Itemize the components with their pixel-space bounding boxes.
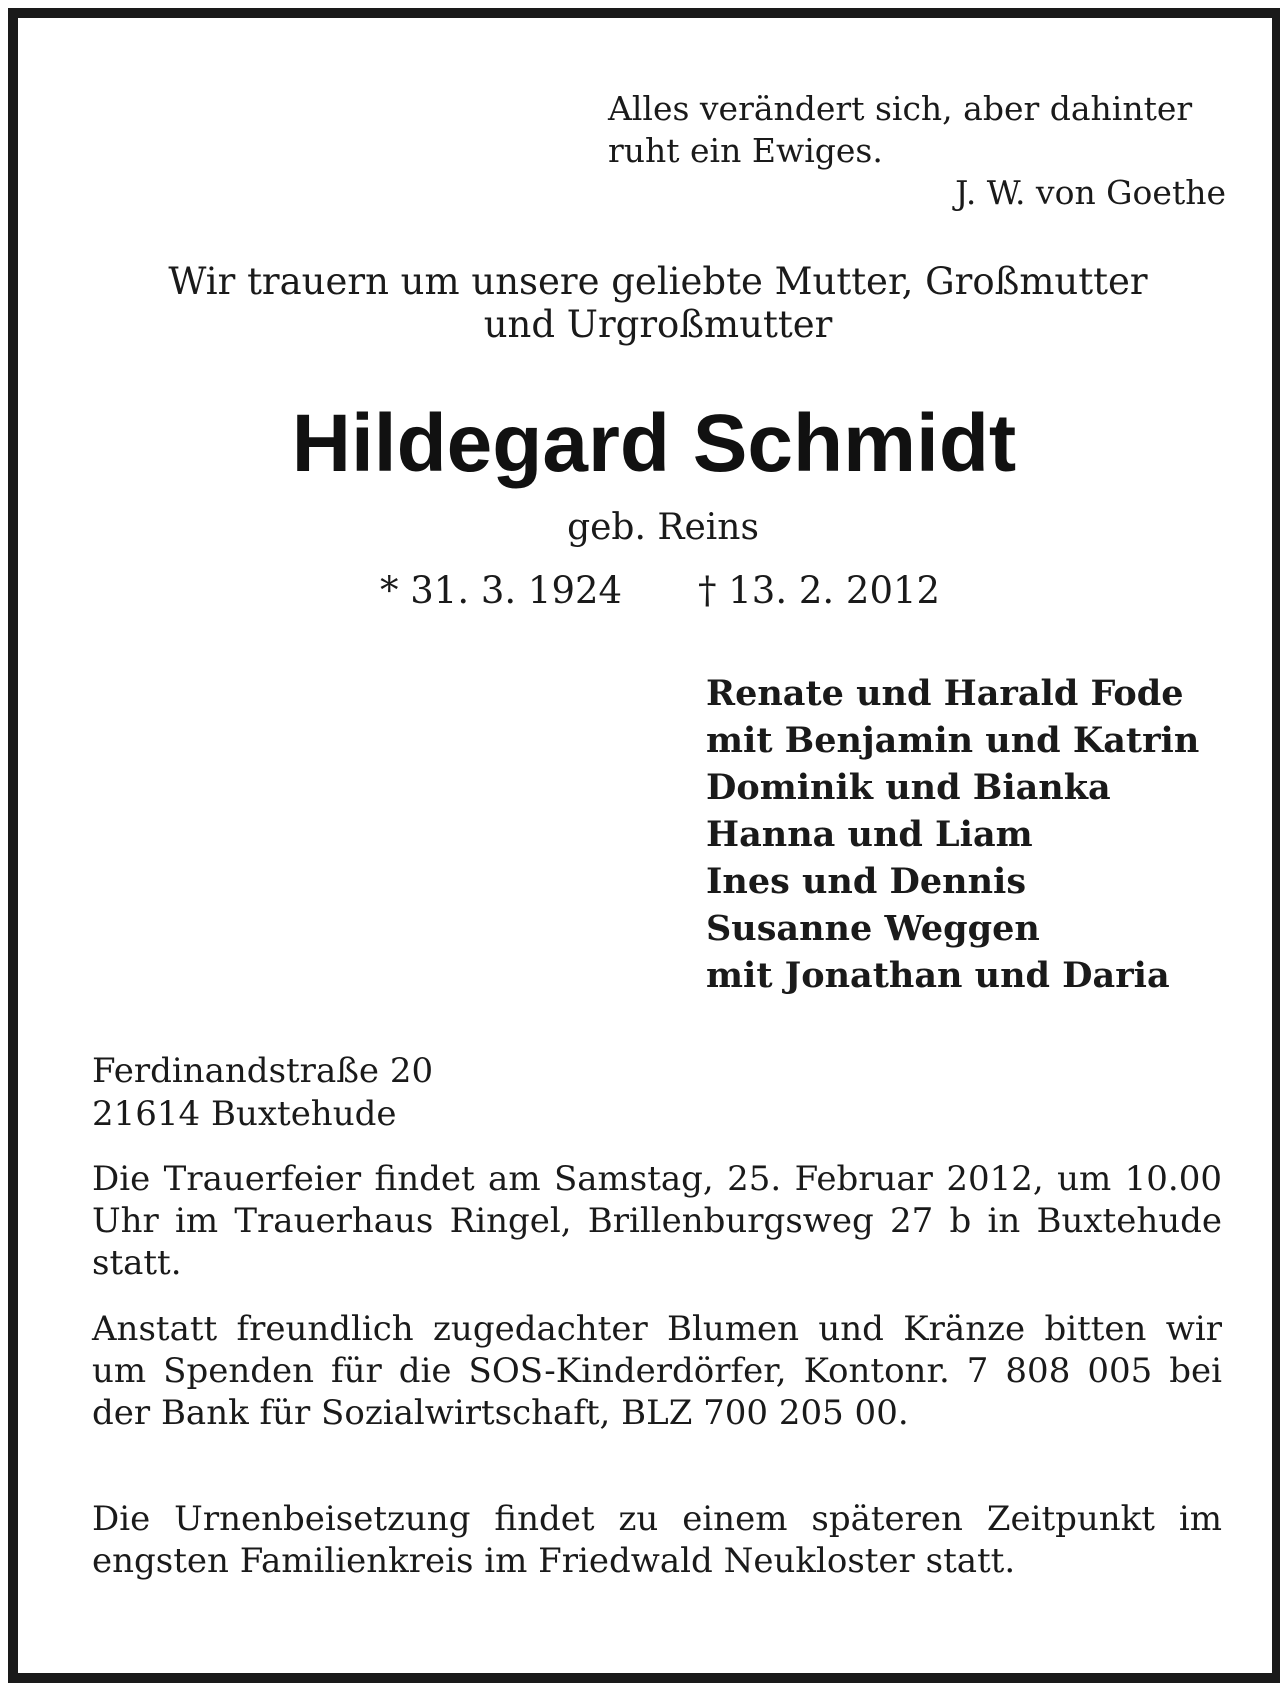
- obituary-notice: [8, 8, 1280, 1683]
- mourning-line-1: Wir trauern um unsere geliebte Mutter, Großmutter: [168, 260, 1148, 303]
- quote-line-1: Alles verändert sich, aber dahinter: [608, 89, 1193, 128]
- quote-author: J. W. von Goethe: [955, 173, 1226, 212]
- funeral-paragraph: Die Trauerfeier findet am Samstag, 25. Februar 2012, um 10.00 Uhr im Trauerhaus Ringel, Brillenburgsweg 27 b in Buxtehude statt.: [92, 1159, 1222, 1283]
- family-line: mit Jonathan und Daria: [706, 955, 1170, 996]
- family-line: Susanne Weggen: [706, 908, 1040, 949]
- donation-paragraph: Anstatt freundlich zugedachter Blumen und Kränze bitten wir um Spenden für die SOS-Kinderdörfer, Kontonr. 7 808 005 bei der Bank für Sozialwirtschaft, BLZ 700 205 00.: [92, 1309, 1222, 1433]
- burial-paragraph: Die Urnenbeisetzung findet zu einem späteren Zeitpunkt im engsten Familienkreis im Friedwald Neukloster statt.: [92, 1499, 1222, 1581]
- birth-name: geb. Reins: [567, 507, 759, 548]
- family-line: mit Benjamin und Katrin: [706, 720, 1200, 761]
- family-line: Renate und Harald Fode: [706, 673, 1184, 714]
- mourning-statement: [78, 260, 1238, 346]
- quote-line-2: ruht ein Ewiges.: [608, 131, 883, 170]
- mourning-address: [92, 1050, 433, 1136]
- family-members: [706, 670, 1246, 999]
- deceased-name: Hildegard Schmidt: [291, 398, 1017, 489]
- life-dates: [380, 569, 980, 613]
- birth-date: * 31. 3. 1924: [380, 569, 623, 612]
- death-date: † 13. 2. 2012: [698, 569, 941, 612]
- address-city: 21614 Buxtehude: [92, 1094, 397, 1134]
- family-line: Dominik und Bianka: [706, 767, 1111, 808]
- family-line: Hanna und Liam: [706, 814, 1033, 855]
- family-line: Ines und Dennis: [706, 861, 1027, 902]
- address-street: Ferdinandstraße 20: [92, 1051, 434, 1091]
- goethe-quote: [608, 88, 1228, 214]
- mourning-line-2: und Urgroßmutter: [483, 303, 833, 346]
